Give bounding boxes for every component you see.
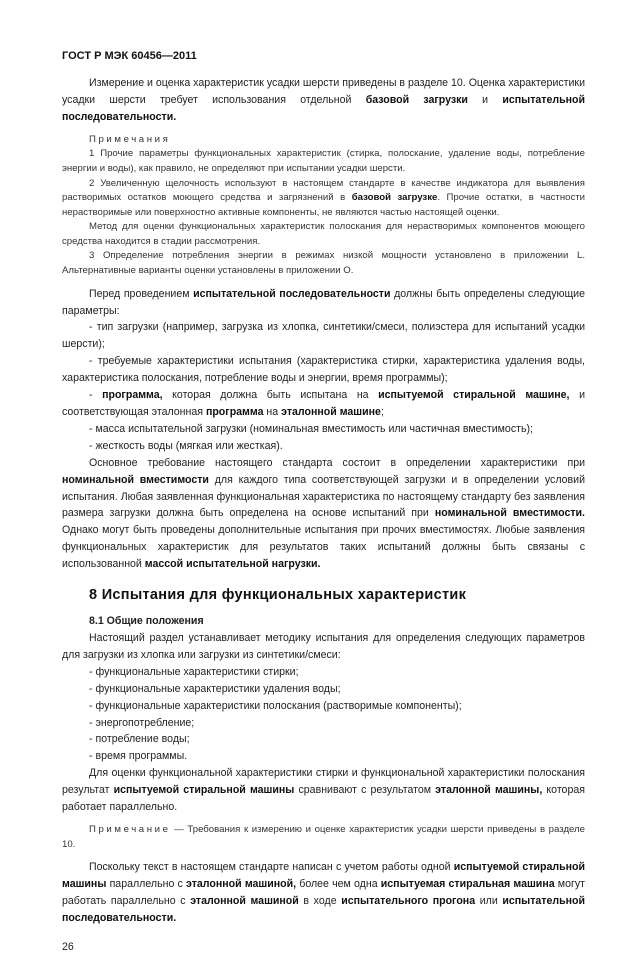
note-paragraph: [62, 133, 585, 148]
spacer: [62, 279, 585, 286]
bold-term: массой испытательной нагрузки.: [144, 558, 321, 571]
bold-term: программа,: [102, 389, 163, 402]
text-run: - масса испытательной загрузки (номинальная вместимость или частичная вместимость);: [89, 422, 533, 435]
text-run: - потребление воды;: [89, 733, 190, 746]
text-run: которая работает параллельно.: [62, 784, 585, 814]
paragraph: [62, 731, 585, 748]
note-paragraph: [62, 249, 585, 278]
text-run: 8 Испытания для функциональных характеристик: [89, 587, 467, 604]
page-number: 26: [62, 940, 74, 953]
bold-term: номинальной вместимости: [62, 473, 209, 486]
document-page: [62, 50, 585, 953]
bold-term: эталонной машиной: [190, 894, 299, 907]
bold-term: базовой загрузке: [351, 192, 438, 204]
text-run: -: [89, 389, 103, 402]
bold-term: базовой загрузки: [365, 93, 468, 106]
paragraph: [62, 455, 585, 573]
bold-term: эталонной машине: [281, 406, 381, 418]
note-paragraph: [62, 177, 585, 221]
paragraph: [62, 681, 585, 698]
paragraph: [62, 630, 585, 664]
text-run: и: [467, 93, 503, 106]
text-run: - функциональные характеристики полоскания (растворимые компоненты);: [89, 699, 462, 712]
paragraph: [62, 421, 585, 438]
subsection-heading: [89, 613, 585, 630]
section-heading: [89, 587, 585, 603]
spacer: [62, 126, 585, 133]
text-run: могут работать параллельно с: [62, 878, 585, 907]
bold-term: эталонной машины,: [435, 784, 543, 797]
text-run: Основное требование настоящего стандарта состоит в определении характеристики при: [89, 456, 585, 469]
spacer: [62, 816, 585, 823]
text-run: Поскольку текст в настоящем стандарте написан с учетом работы одной: [89, 861, 454, 874]
text-run: - функциональные характеристики удаления воды;: [89, 682, 341, 695]
bold-term: испытательной последовательности.: [62, 894, 586, 924]
text-run: или: [475, 894, 503, 907]
paragraph: [62, 715, 585, 732]
paragraph: [62, 353, 585, 387]
text-run: Однако могут быть проведены дополнительные испытания при прочих вместимостях. Любые заявления функциональных характеристик для результатов таких испытаний должны быть связаны с использованной: [62, 524, 585, 571]
paragraph: [62, 664, 585, 681]
text-run: - время программы.: [89, 750, 188, 763]
note-paragraph: [62, 823, 585, 852]
text-run: - требуемые характеристики испытания (характеристика стирки, характеристика удаления воды, характеристика полоскания, потребление воды и энергии, время программы);: [62, 355, 585, 385]
text-run: Настоящий раздел устанавливает методику испытания для определения следующих параметров для загрузки из хлопка или загрузки из синтетики/смеси:: [62, 631, 585, 661]
paragraph: [62, 748, 585, 765]
text-run: более чем одна: [296, 878, 381, 891]
text-run: должны быть определены следующие параметры:: [62, 287, 585, 317]
text-run: . Прочие остатки, в частности нерастворимые или поверхностно активные компоненты, не являются частью настоящей оценки.: [62, 192, 586, 218]
text-run: Для оценки функциональной характеристики стирки и функциональной характеристики полоскания результат: [62, 767, 585, 797]
text-run: Примечания: [89, 133, 171, 145]
text-run: 3 Определение потребления энергии в режимах низкой мощности установлено в приложении L. Альтернативные варианты оценки установлены в приложении О.: [62, 250, 585, 277]
paragraph: [62, 319, 585, 353]
text-run: на: [263, 406, 282, 418]
text-run: 1 Прочие параметры функциональных характеристик (стирка, полоскание, удаление воды, потребление энергии и воды), как правило, не определяют при испытании усадки шерсти.: [62, 148, 585, 174]
text-run: - энергопотребление;: [89, 716, 195, 729]
text-run: Перед проведением: [89, 287, 194, 300]
document-body: [62, 75, 585, 927]
document-header: ГОСТ Р МЭК 60456—2011: [62, 50, 197, 62]
text-run: - жесткость воды (мягкая или жесткая).: [89, 439, 283, 452]
text-run: 2 Увеличенную щелочность используют в настоящем стандарте в качестве индикатора для выявления растворимых остатков моющего средства и загрязнений в: [62, 177, 585, 204]
paragraph: [62, 387, 585, 421]
bold-term: программа: [205, 406, 264, 418]
text-run: Метод для оценки функциональных характеристик полоскания для нерастворимых компонентов моющего средства находится в стадии рассмотрения.: [62, 221, 585, 247]
text-run: Примечание: [89, 823, 171, 835]
text-run: параллельно с: [106, 878, 186, 891]
note-paragraph: [62, 220, 585, 249]
paragraph: [62, 75, 585, 126]
bold-term: испытательной последовательности.: [62, 93, 585, 123]
text-run: которая должна быть испытана на: [162, 389, 379, 402]
bold-term: номинальной вместимости.: [434, 507, 585, 520]
paragraph: [62, 765, 585, 816]
text-run: Измерение и оценка характеристик усадки шерсти приведены в разделе 10. Оценка характеристики усадки шерсти требует использования отдельной: [62, 77, 585, 106]
text-run: сравнивают с результатом: [294, 784, 436, 797]
text-run: в ходе: [298, 894, 342, 907]
note-paragraph: [62, 147, 585, 176]
bold-term: испытательной последовательности: [193, 287, 391, 300]
text-run: 8.1 Общие положения: [89, 615, 204, 628]
text-run: и соответствующая эталонная: [62, 389, 585, 418]
paragraph: [62, 286, 585, 320]
bold-term: эталонной машиной,: [186, 878, 297, 891]
bold-term: испытуемая стиральная машина: [380, 878, 555, 891]
paragraph: [62, 859, 585, 927]
bold-term: испытуемой стиральной машины: [62, 861, 586, 891]
bold-term: испытуемой стиральной машине,: [378, 389, 570, 402]
text-run: — Требования к измерению и оценке характеристик усадки шерсти приведены в разделе 10.: [62, 823, 585, 850]
paragraph: [62, 438, 585, 455]
bold-term: испытуемой стиральной машины: [113, 784, 295, 797]
text-run: ;: [380, 406, 384, 418]
bold-term: испытательного прогона: [341, 894, 476, 907]
text-run: для каждого типа соответствующей загрузки и в определении условий испытания. Любая заявленная функциональная характеристика по настоящему стандарту без заявления размера загрузки должна быть определена на основе испытаний при: [62, 473, 585, 520]
text-run: - функциональные характеристики стирки;: [89, 665, 299, 678]
spacer: [62, 852, 585, 859]
paragraph: [62, 698, 585, 715]
text-run: - тип загрузки (например, загрузка из хлопка, синтетики/смеси, полиэстера для испытаний усадки шерсти);: [62, 321, 585, 351]
